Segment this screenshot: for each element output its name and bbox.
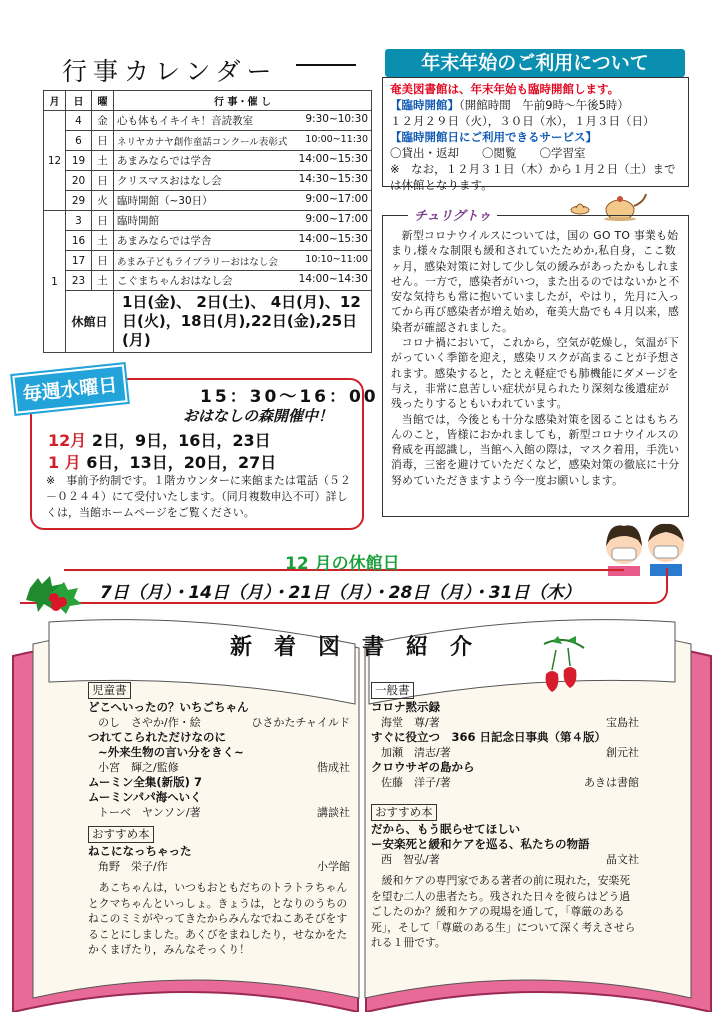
- december-closed-title: 12 月の休館日: [285, 554, 400, 574]
- wednesday-badge: 毎週水曜日: [12, 364, 127, 413]
- general-section-label: 一般書: [371, 682, 414, 699]
- wednesday-jan-dates: 6日，13日，20日，27日: [86, 453, 277, 472]
- book-publisher: 偕成社: [317, 761, 350, 774]
- day-cell: 20: [66, 171, 92, 191]
- weekday-cell: 土: [92, 231, 114, 251]
- event-name: ネリヤカナヤ創作童話コンクール表彰式: [117, 136, 288, 148]
- event-cell: [114, 191, 372, 211]
- new-year-banner: 年末年始のご利用について: [385, 49, 685, 77]
- book-title: どこへいったの？いちごちゃん: [88, 700, 249, 714]
- holly-icon: [20, 558, 90, 618]
- weekday-cell: 土: [92, 271, 114, 291]
- wednesday-note: ※ 事前予約制です。１階カウンターに来館または電話（５２－０２４４）にて受付いたします。（同月複数申込不可）詳しくは，当館ホームページをご覧ください。: [46, 474, 351, 519]
- event-name: 臨時開館: [117, 215, 159, 227]
- new-year-box: [382, 77, 689, 192]
- wednesday-time: 15：30～16：00: [200, 387, 379, 407]
- book-publisher: あきは書館: [584, 776, 639, 789]
- book-title: コロナ黙示録: [371, 700, 440, 714]
- book-title: つれてこられただけなのに: [88, 730, 226, 744]
- event-name: あまみ子どもライブラリーおはなし会: [117, 256, 278, 268]
- day-cell: 23: [66, 271, 92, 291]
- book-subtitle: ムーミンパパ海へいく: [88, 790, 202, 804]
- day-cell: 29: [66, 191, 92, 211]
- event-name: こぐまちゃんおはなし会: [117, 275, 233, 287]
- weekday-cell: 火: [92, 191, 114, 211]
- book-publisher: ひさかたチャイルド: [251, 716, 350, 729]
- event-time: 9:30~10:30: [305, 113, 368, 125]
- wednesday-jan-row: [48, 450, 276, 473]
- book-credit: [88, 760, 350, 775]
- book-credit: [88, 715, 350, 730]
- day-cell: 6: [66, 131, 92, 151]
- wednesday-dec-dates: 2日，9日，16日，23日: [91, 431, 271, 450]
- event-calendar-table: [43, 90, 372, 353]
- churigutu-p2: コロナ禍において，これから，空気が乾燥し，気温が下がっていく季節を迎え，感染リスクが高まることが予想されます。感染すると，たとえ軽症でも肺機能にダメージを与え，非常に息苦しい症状が見られたり深刻な後遺症が残ったりするともいわれています。: [391, 336, 680, 411]
- event-cell: [114, 111, 372, 131]
- event-cell: [114, 131, 372, 151]
- book-credit: [371, 775, 639, 790]
- new-year-line5: 〇貸出・返却 〇閲覧 〇学習室: [390, 146, 586, 160]
- wednesday-dec-row: [48, 428, 271, 451]
- weekday-cell: 日: [92, 171, 114, 191]
- month-cell: 1: [44, 211, 66, 353]
- new-books-title: 新着図書紹介: [229, 635, 494, 660]
- wednesday-dec-month: 12月: [48, 431, 87, 450]
- book-author: 佐藤 洋子/著: [381, 776, 451, 789]
- event-time: 14:30~15:30: [298, 173, 368, 185]
- recommend-subtitle: ー安楽死と緩和ケアを巡る、私たちの物語: [371, 837, 590, 851]
- new-year-line2: [390, 97, 681, 113]
- book-subtitle: ~外来生物の言い分をきく~: [98, 745, 244, 759]
- calendar-title: 行事カレンダー: [62, 57, 278, 86]
- book-title: ムーミン全集(新版) 7: [88, 775, 202, 789]
- book-author: のし さやか/作・絵: [98, 716, 201, 729]
- book-author: 加瀬 清志/著: [381, 746, 451, 759]
- recommend-title: だから、もう眠らせてほしい: [371, 822, 521, 836]
- book-publisher: 創元社: [606, 746, 639, 759]
- event-time: 9:00~17:00: [305, 213, 368, 225]
- day-cell: 17: [66, 251, 92, 271]
- day-cell: 4: [66, 111, 92, 131]
- book-credit: [371, 715, 639, 730]
- recommend-author: 西 智弘/著: [381, 853, 440, 866]
- recommend-title: ねこになっちゃった: [88, 844, 192, 858]
- churigutu-p3: 当館では，今後とも十分な感染対策を図ることはもちろんのこと，皆様におかれましても，新型コロナウイルスの脅威を再認識し，当館へ入館の際は，マスク着用，手洗い消毒，三密を避けていただくなど，感染対策の徹底に十分努めていただきますよう今一度お願いします。: [391, 412, 680, 487]
- december-closed-dates: 7日（月）・14日（月）・21日（月）・28日（月）・31日（木）: [100, 583, 581, 603]
- event-name: あまみならでは学舎: [117, 235, 212, 247]
- recommend-publisher: 小学館: [317, 860, 350, 873]
- title-dash: [296, 62, 356, 68]
- temp-open-label: 【臨時開館】: [390, 98, 459, 112]
- header-month: 月: [44, 91, 66, 111]
- header-day: 日: [66, 91, 92, 111]
- event-cell: [114, 231, 372, 251]
- new-year-line6: ※ なお，１２月３１日（木）から１月２日（土）までは休館となります。: [390, 162, 676, 192]
- event-cell: [114, 151, 372, 171]
- temp-open-hours: （開館時間 午前9時～午後5時）: [459, 98, 629, 112]
- event-cell: [114, 211, 372, 231]
- book-publisher: 講談社: [317, 806, 350, 819]
- kids-with-masks-icon: [598, 512, 692, 576]
- children-recommend-label: おすすめ本: [88, 826, 154, 843]
- book-title: すぐに役立つ 366 日記念日事典（第４版）: [371, 730, 607, 744]
- general-books-page: [371, 682, 639, 951]
- book-credit: [371, 745, 639, 760]
- month-cell: 12: [44, 111, 66, 211]
- new-year-line3: １２月２９日（火），３０日（水），１月３日（日）: [390, 114, 655, 128]
- weekday-cell: 日: [92, 211, 114, 231]
- event-name: 臨時開館（~30日）: [117, 195, 213, 207]
- event-time: 14:00~14:30: [298, 273, 368, 285]
- children-section-label: 児童書: [88, 682, 131, 699]
- churigutu-p1: 新型コロナウイルスについては，国の GO TO 事業も始まり,様々な制限も緩和されていたためか,私自身，ここ数ヶ月，感染対策に対して少し気の緩みがあったかもしれません。一方で，感染者がいつ，また出るのではないかと不安な気持ちも常に抱いていましたが，やはり，先月に入ってから再び感染者が増え始め，奄美大島でも４月以来，感染者が確認されました。: [391, 229, 680, 334]
- weekday-cell: 土: [92, 151, 114, 171]
- general-review: 緩和ケアの専門家である著者の前に現れた，安楽死を望む二人の患者たち。残された日々を彼らはどう過ごしたのか？緩和ケアの現場を通して，「尊厳のある死」，そして「尊厳のある生」について深く考えさせられる１冊です。: [371, 874, 636, 949]
- general-recommend-label: おすすめ本: [371, 804, 437, 821]
- book-author: トーベ ヤンソン/著: [98, 806, 201, 819]
- recommend-publisher: 晶文社: [606, 853, 639, 866]
- book-author: 海堂 尊/著: [381, 716, 440, 729]
- book-credit: [88, 805, 350, 820]
- holiday-label: 休館日: [66, 291, 114, 353]
- weekday-cell: 日: [92, 251, 114, 271]
- churigutu-box: [382, 215, 689, 517]
- event-cell: [114, 251, 372, 271]
- wednesday-jan-month: 1 月: [48, 453, 81, 472]
- holiday-dates: 1日(金)、 2日(土)、 4日(月)、12日(火)，18日(月),22日(金),25日(月): [114, 291, 372, 353]
- event-time: 14:00~15:30: [298, 153, 368, 165]
- book-title: クロウサギの島から: [371, 760, 475, 774]
- event-name: 心も体もイキイキ！音読教室: [117, 115, 254, 127]
- day-cell: 3: [66, 211, 92, 231]
- weekday-cell: 金: [92, 111, 114, 131]
- header-event: 行 事・催 し: [114, 91, 372, 111]
- recommend-credit: [88, 859, 350, 874]
- children-books-page: [88, 682, 350, 958]
- recommend-author: 角野 栄子/作: [98, 860, 168, 873]
- event-cell: [114, 171, 372, 191]
- day-cell: 19: [66, 151, 92, 171]
- wednesday-subtitle: おはなしの森開催中！: [183, 407, 334, 425]
- event-name: あまみならでは学舎: [117, 155, 212, 167]
- new-year-line4: 【臨時開館日にご利用できるサービス】: [390, 130, 597, 144]
- event-time: 10:00~11:30: [305, 133, 368, 145]
- children-review: あこちゃんは，いつもおともだちのトラトラちゃんとクマちゃんといっしょ。きょうは，となりのうちのねこのミミがやってきたからみんなでねこあそびをすることにしました。あくびをまねしたり，せなかをたかくまげたり，みんなそっくり！: [88, 881, 348, 956]
- event-name: クリスマスおはなし会: [117, 175, 222, 187]
- day-cell: 16: [66, 231, 92, 251]
- header-weekday: 曜: [92, 91, 114, 111]
- event-cell: [114, 271, 372, 291]
- recommend-credit: [371, 852, 639, 867]
- book-publisher: 宝島社: [606, 716, 639, 729]
- event-time: 14:00~15:30: [298, 233, 368, 245]
- weekday-cell: 日: [92, 131, 114, 151]
- new-year-line1: 奄美図書館は、年末年始も臨時開館します。: [390, 82, 620, 96]
- event-time: 9:00~17:00: [305, 193, 368, 205]
- event-time: 10:10~11:00: [305, 253, 368, 265]
- book-author: 小宮 輝之/監修: [98, 761, 179, 774]
- churigutu-title: チュリグトゥ: [408, 205, 497, 224]
